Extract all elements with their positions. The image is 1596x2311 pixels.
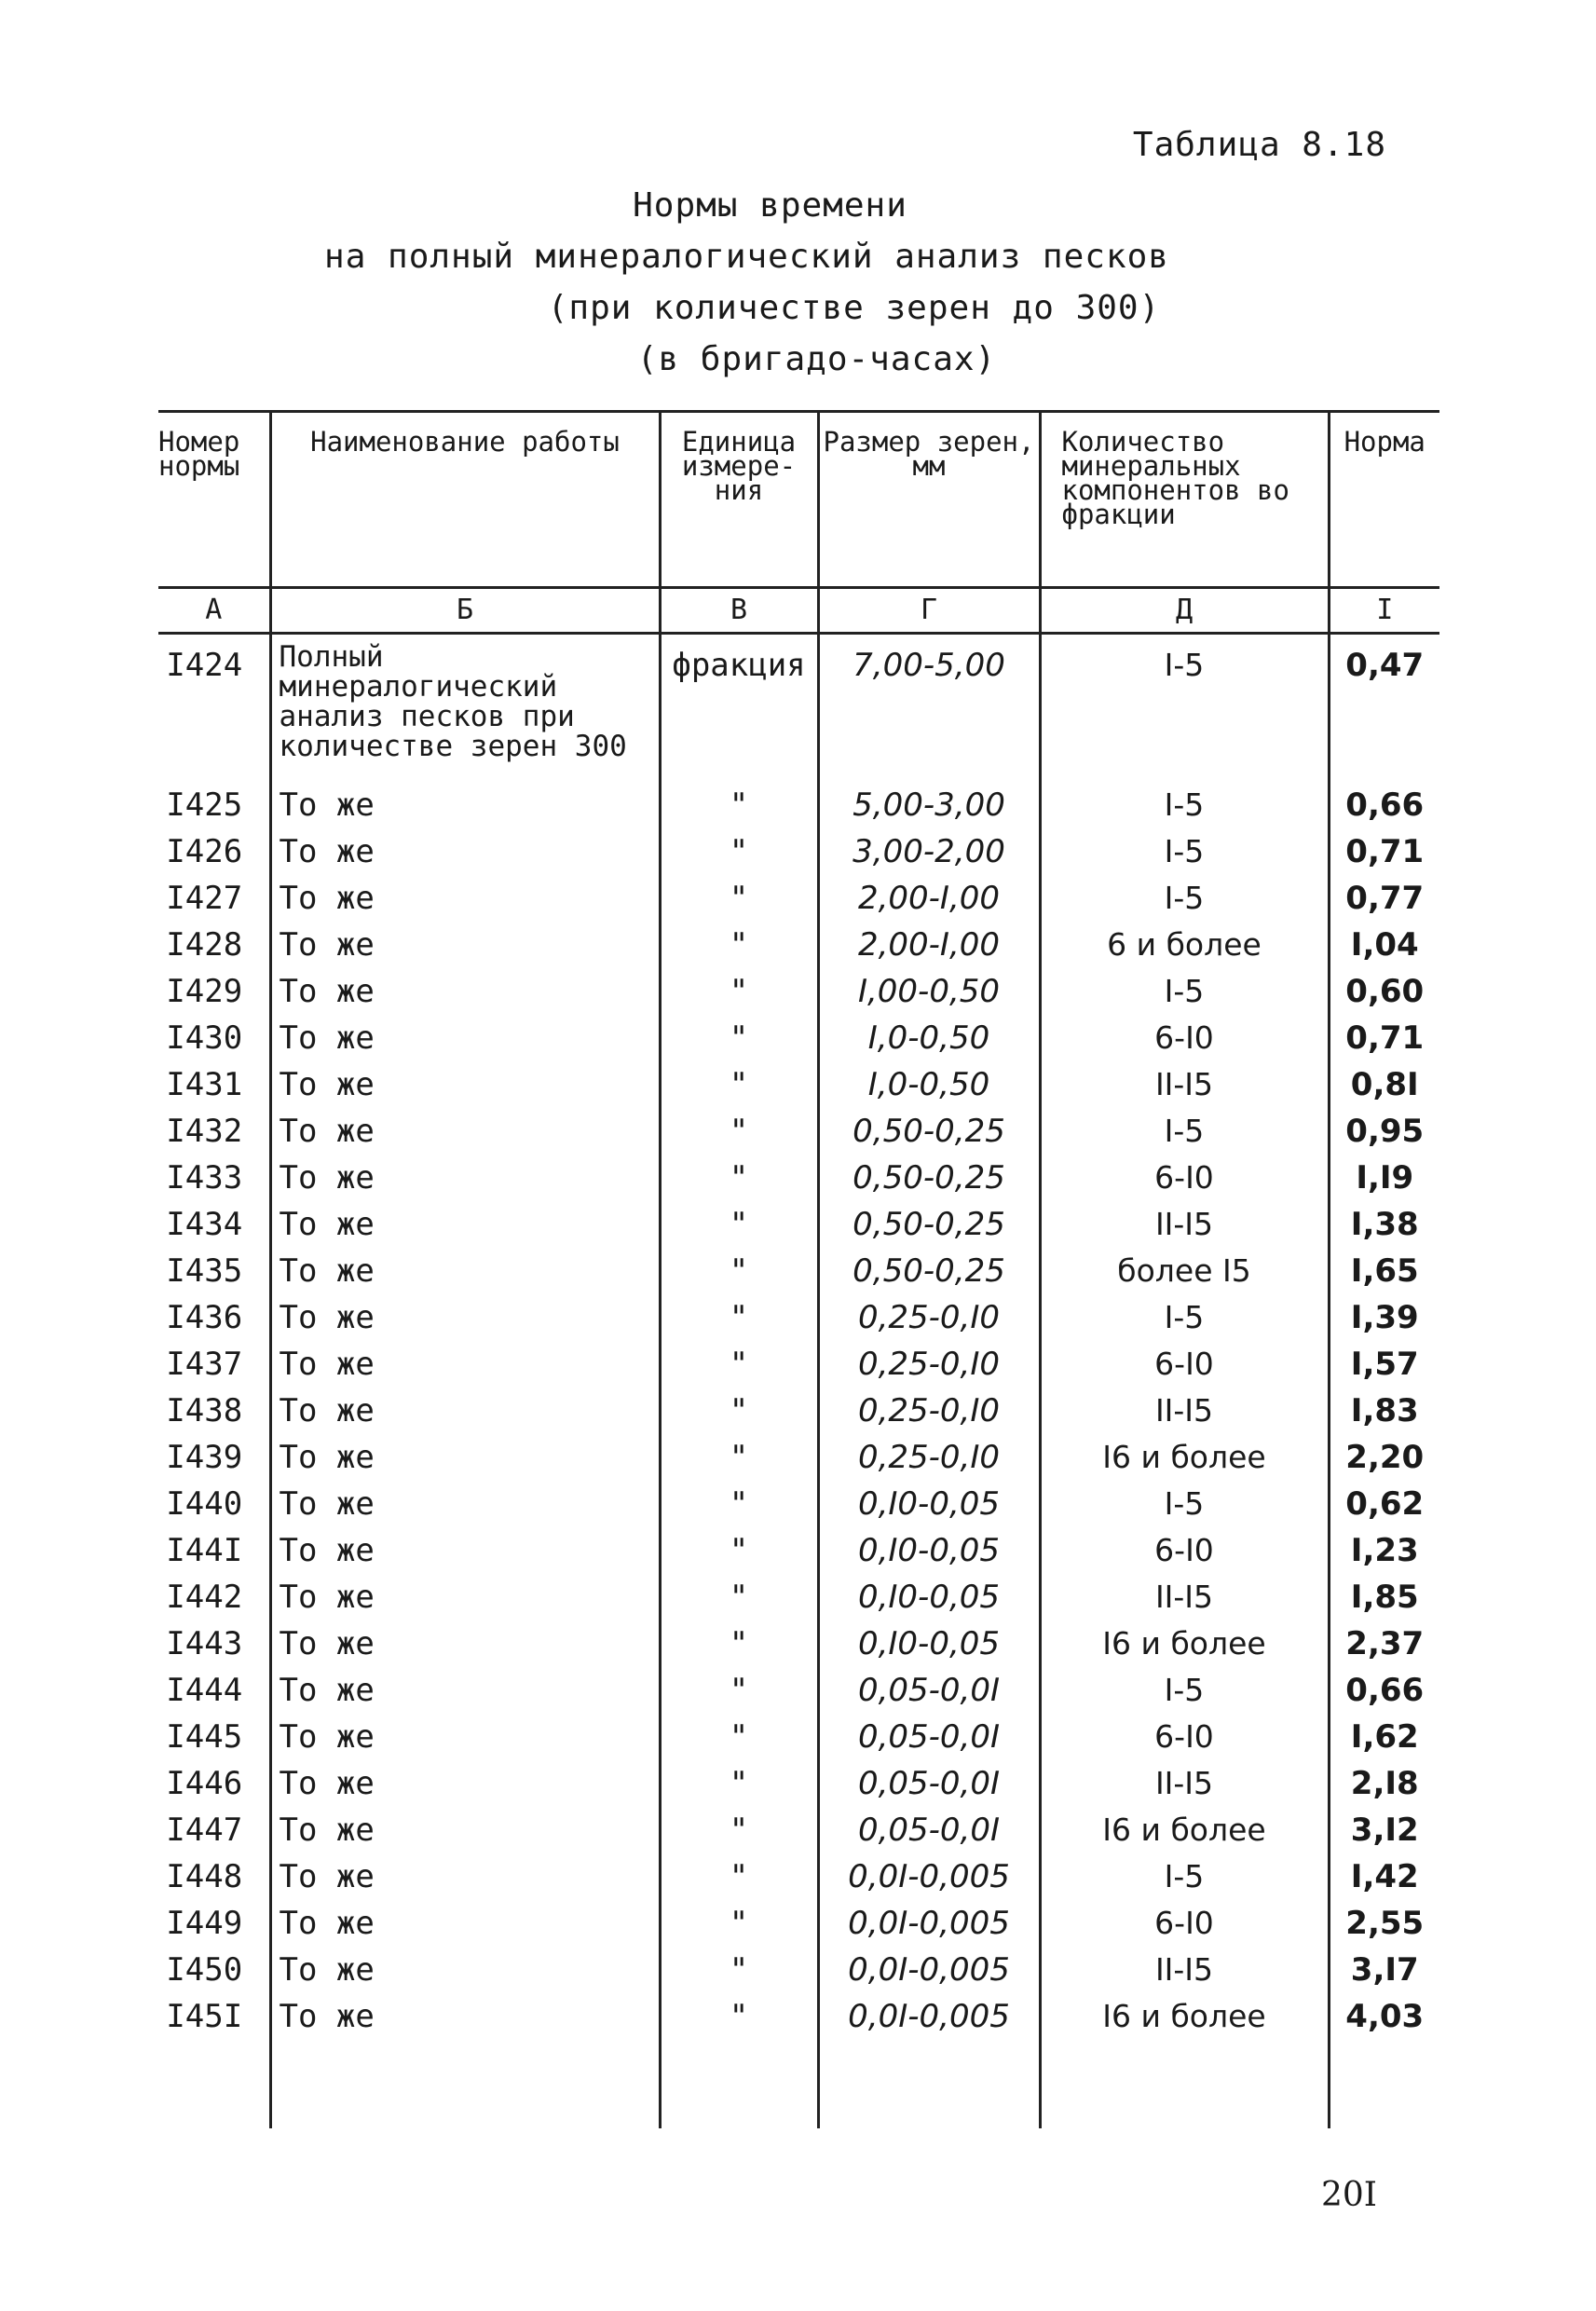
table-units-line: (в бригадо-часах) xyxy=(636,340,997,378)
table-row xyxy=(158,1527,1439,1574)
grain-size-cell: 0,50-0,25 xyxy=(818,1201,1040,1248)
grain-size-cell: 0,25-0,I0 xyxy=(818,1434,1040,1481)
grain-size-cell: I,00-0,50 xyxy=(818,968,1040,1015)
table-row xyxy=(158,634,1439,783)
column-letter: Б xyxy=(270,588,660,634)
grain-size-cell: 5,00-3,00 xyxy=(818,782,1040,828)
norm-number-cell: I443 xyxy=(166,1625,243,1662)
table-bottom-space xyxy=(158,2040,1439,2128)
norm-number-cell: I448 xyxy=(166,1858,243,1895)
norm-number-cell: I445 xyxy=(166,1718,243,1756)
table-row xyxy=(158,1993,1439,2040)
unit-cell: " xyxy=(660,1620,818,1667)
work-name-cell: То же xyxy=(270,968,660,1015)
table-number-label: Таблица 8.18 xyxy=(1132,126,1386,164)
norm-value-cell: 2,I8 xyxy=(1329,1760,1439,1807)
norm-number-cell: I427 xyxy=(166,880,243,917)
work-name-cell: То же xyxy=(270,1015,660,1061)
work-name-cell: То же xyxy=(270,782,660,828)
work-name-cell: То же xyxy=(270,828,660,875)
norm-value-cell: 0,95 xyxy=(1329,1108,1439,1155)
norm-number-cell: I447 xyxy=(166,1812,243,1849)
work-name-cell: То же xyxy=(270,1807,660,1853)
unit-cell: " xyxy=(660,828,818,875)
table-row xyxy=(158,1015,1439,1061)
unit-cell: " xyxy=(660,1061,818,1108)
column-letter: I xyxy=(1329,588,1439,634)
header-norm: Норма xyxy=(1329,412,1439,588)
norm-number-cell: I432 xyxy=(166,1113,243,1150)
components-cell: I-5 xyxy=(1040,1853,1329,1900)
table-body xyxy=(158,634,1439,2129)
work-name-cell: То же xyxy=(270,1434,660,1481)
unit-cell: " xyxy=(660,1527,818,1574)
norm-value-cell: I,42 xyxy=(1329,1853,1439,1900)
grain-size-cell: 2,00-I,00 xyxy=(818,875,1040,922)
work-name-cell: То же xyxy=(270,1201,660,1248)
norm-value-cell: 0,71 xyxy=(1329,1015,1439,1061)
unit-cell: " xyxy=(660,1714,818,1760)
components-cell: 6 и более xyxy=(1040,922,1329,968)
work-name-cell: То же xyxy=(270,1061,660,1108)
norm-value-cell: I,38 xyxy=(1329,1201,1439,1248)
work-name-cell: То же xyxy=(270,1714,660,1760)
unit-cell: " xyxy=(660,1201,818,1248)
grain-size-cell: 0,I0-0,05 xyxy=(818,1574,1040,1620)
grain-size-cell: 0,05-0,0I xyxy=(818,1807,1040,1853)
norm-number-cell: I440 xyxy=(166,1485,243,1523)
norm-value-cell: 2,55 xyxy=(1329,1900,1439,1947)
column-letters-row xyxy=(158,588,1439,634)
column-letter: А xyxy=(158,588,270,634)
empty-cell xyxy=(660,2040,818,2128)
components-cell: II-I5 xyxy=(1040,1947,1329,1993)
components-cell: II-I5 xyxy=(1040,1760,1329,1807)
norm-number-cell: I431 xyxy=(166,1066,243,1103)
table-row xyxy=(158,1947,1439,1993)
grain-size-cell: 0,I0-0,05 xyxy=(818,1620,1040,1667)
components-cell: I-5 xyxy=(1040,1108,1329,1155)
grain-size-cell: 0,0I-0,005 xyxy=(818,1947,1040,1993)
table-row xyxy=(158,1760,1439,1807)
norm-number-cell: I450 xyxy=(166,1951,243,1989)
norm-value-cell: I,83 xyxy=(1329,1388,1439,1434)
table-row xyxy=(158,1807,1439,1853)
column-letter: Д xyxy=(1040,588,1329,634)
grain-size-cell: 7,00-5,00 xyxy=(818,634,1040,783)
table-header-row xyxy=(158,412,1439,588)
work-name-cell: То же xyxy=(270,1248,660,1294)
norm-number-cell: I446 xyxy=(166,1765,243,1802)
empty-cell xyxy=(1329,2040,1439,2128)
work-name-cell: То же xyxy=(270,1900,660,1947)
grain-size-cell: I,0-0,50 xyxy=(818,1015,1040,1061)
work-name-cell: То же xyxy=(270,1108,660,1155)
table-row xyxy=(158,1620,1439,1667)
norm-value-cell: 0,60 xyxy=(1329,968,1439,1015)
norm-number-cell: I425 xyxy=(166,786,243,824)
components-cell: I-5 xyxy=(1040,968,1329,1015)
work-name-cell: То же xyxy=(270,1155,660,1201)
grain-size-cell: 0,I0-0,05 xyxy=(818,1527,1040,1574)
norm-number-cell: I436 xyxy=(166,1299,243,1336)
work-name-cell: То же xyxy=(270,1993,660,2040)
work-name-cell: То же xyxy=(270,1760,660,1807)
norm-value-cell: 0,62 xyxy=(1329,1481,1439,1527)
components-cell: 6-I0 xyxy=(1040,1341,1329,1388)
table-row xyxy=(158,828,1439,875)
norm-value-cell: 0,77 xyxy=(1329,875,1439,922)
table-row xyxy=(158,1388,1439,1434)
components-cell: более I5 xyxy=(1040,1248,1329,1294)
norm-number-cell: I438 xyxy=(166,1392,243,1429)
components-cell: I-5 xyxy=(1040,828,1329,875)
unit-cell: " xyxy=(660,875,818,922)
header-size: Размер зерен, мм xyxy=(818,412,1040,588)
norm-value-cell: I,I9 xyxy=(1329,1155,1439,1201)
grain-size-cell: 0,05-0,0I xyxy=(818,1667,1040,1714)
components-cell: I-5 xyxy=(1040,875,1329,922)
norm-number-cell: I45I xyxy=(166,1998,243,2035)
grain-size-cell: 0,50-0,25 xyxy=(818,1248,1040,1294)
norm-number-cell: I442 xyxy=(166,1579,243,1616)
work-name-cell: То же xyxy=(270,1481,660,1527)
unit-cell: " xyxy=(660,968,818,1015)
norm-value-cell: I,85 xyxy=(1329,1574,1439,1620)
table-row xyxy=(158,1248,1439,1294)
unit-cell: " xyxy=(660,1947,818,1993)
table-row xyxy=(158,1900,1439,1947)
components-cell: I-5 xyxy=(1040,1667,1329,1714)
norm-value-cell: 0,8I xyxy=(1329,1061,1439,1108)
work-name-cell: То же xyxy=(270,1853,660,1900)
components-cell: I-5 xyxy=(1040,1294,1329,1341)
grain-size-cell: 0,0I-0,005 xyxy=(818,1900,1040,1947)
norm-value-cell: I,65 xyxy=(1329,1248,1439,1294)
grain-size-cell: 0,I0-0,05 xyxy=(818,1481,1040,1527)
grain-size-cell: 0,50-0,25 xyxy=(818,1155,1040,1201)
grain-size-cell: 0,25-0,I0 xyxy=(818,1294,1040,1341)
unit-cell: " xyxy=(660,782,818,828)
components-cell: II-I5 xyxy=(1040,1201,1329,1248)
table-row xyxy=(158,1667,1439,1714)
unit-cell: " xyxy=(660,1108,818,1155)
components-cell: 6-I0 xyxy=(1040,1527,1329,1574)
table-row xyxy=(158,1714,1439,1760)
header-components: Количество минеральных компонентов во фракции xyxy=(1040,412,1329,588)
norm-number-cell: I433 xyxy=(166,1159,243,1197)
table-title: Нормы времени xyxy=(633,186,907,225)
grain-size-cell: 0,0I-0,005 xyxy=(818,1853,1040,1900)
unit-cell: " xyxy=(660,1434,818,1481)
header-unit: Единица измере-ния xyxy=(660,412,818,588)
grain-size-cell: 0,25-0,I0 xyxy=(818,1388,1040,1434)
work-name-cell: То же xyxy=(270,875,660,922)
grain-size-cell: 0,05-0,0I xyxy=(818,1714,1040,1760)
column-letter: В xyxy=(660,588,818,634)
unit-cell: " xyxy=(660,1667,818,1714)
header-number: Номер нормы xyxy=(158,412,270,588)
unit-cell: фракция xyxy=(660,634,818,783)
table-row xyxy=(158,1201,1439,1248)
norm-value-cell: 2,37 xyxy=(1329,1620,1439,1667)
work-name-cell: То же xyxy=(270,1341,660,1388)
components-cell: II-I5 xyxy=(1040,1388,1329,1434)
empty-cell xyxy=(1040,2040,1329,2128)
components-cell: 6-I0 xyxy=(1040,1900,1329,1947)
unit-cell: " xyxy=(660,1015,818,1061)
norms-table xyxy=(158,410,1439,2128)
table-row xyxy=(158,1108,1439,1155)
empty-cell xyxy=(158,2040,270,2128)
components-cell: II-I5 xyxy=(1040,1574,1329,1620)
components-cell: I-5 xyxy=(1040,782,1329,828)
unit-cell: " xyxy=(660,1248,818,1294)
table-row xyxy=(158,782,1439,828)
grain-size-cell: I,0-0,50 xyxy=(818,1061,1040,1108)
components-cell: I6 и более xyxy=(1040,1993,1329,2040)
table-subtitle-line: на полный минералогический анализ песков xyxy=(324,238,1169,276)
table-row xyxy=(158,1574,1439,1620)
page-number: 20I xyxy=(1320,2176,1377,2214)
unit-cell: " xyxy=(660,1155,818,1201)
work-name-cell: То же xyxy=(270,1574,660,1620)
unit-cell: " xyxy=(660,1900,818,1947)
norm-value-cell: I,23 xyxy=(1329,1527,1439,1574)
work-name-cell: То же xyxy=(270,1527,660,1574)
grain-size-cell: 3,00-2,00 xyxy=(818,828,1040,875)
empty-cell xyxy=(270,2040,660,2128)
norm-number-cell: I426 xyxy=(166,833,243,870)
norm-number-cell: I428 xyxy=(166,926,243,964)
norm-number-cell: I449 xyxy=(166,1905,243,1942)
table-row xyxy=(158,1481,1439,1527)
components-cell: 6-I0 xyxy=(1040,1015,1329,1061)
norm-value-cell: I,57 xyxy=(1329,1341,1439,1388)
table-row xyxy=(158,1061,1439,1108)
unit-cell: " xyxy=(660,1294,818,1341)
work-name-cell: Полный минералогический анализ песков при количестве зерен 300 xyxy=(270,634,660,783)
components-cell: I-5 xyxy=(1040,1481,1329,1527)
header-name: Наименование работы xyxy=(270,412,660,588)
grain-size-cell: 0,0I-0,005 xyxy=(818,1993,1040,2040)
work-name-cell: То же xyxy=(270,1294,660,1341)
table-row xyxy=(158,968,1439,1015)
norm-value-cell: 0,71 xyxy=(1329,828,1439,875)
norm-number-cell: I424 xyxy=(166,647,243,684)
components-cell: I6 и более xyxy=(1040,1434,1329,1481)
norm-value-cell: 3,I7 xyxy=(1329,1947,1439,1993)
empty-cell xyxy=(818,2040,1040,2128)
norm-number-cell: I435 xyxy=(166,1252,243,1290)
table-row xyxy=(158,922,1439,968)
unit-cell: " xyxy=(660,1481,818,1527)
table-row xyxy=(158,875,1439,922)
unit-cell: " xyxy=(660,1760,818,1807)
unit-cell: " xyxy=(660,1574,818,1620)
norm-value-cell: I,39 xyxy=(1329,1294,1439,1341)
components-cell: I-5 xyxy=(1040,634,1329,783)
norm-number-cell: I437 xyxy=(166,1346,243,1383)
norm-number-cell: I429 xyxy=(166,973,243,1010)
norm-value-cell: 0,66 xyxy=(1329,1667,1439,1714)
table-row xyxy=(158,1294,1439,1341)
norm-value-cell: 2,20 xyxy=(1329,1434,1439,1481)
norm-number-cell: I430 xyxy=(166,1019,243,1057)
grain-size-cell: 0,50-0,25 xyxy=(818,1108,1040,1155)
work-name-cell: То же xyxy=(270,1620,660,1667)
unit-cell: " xyxy=(660,1853,818,1900)
unit-cell: " xyxy=(660,1341,818,1388)
components-cell: I6 и более xyxy=(1040,1620,1329,1667)
unit-cell: " xyxy=(660,1993,818,2040)
work-name-cell: То же xyxy=(270,1388,660,1434)
norm-value-cell: 4,03 xyxy=(1329,1993,1439,2040)
components-cell: 6-I0 xyxy=(1040,1714,1329,1760)
norm-value-cell: 3,I2 xyxy=(1329,1807,1439,1853)
table-row xyxy=(158,1434,1439,1481)
unit-cell: " xyxy=(660,1807,818,1853)
components-cell: I6 и более xyxy=(1040,1807,1329,1853)
unit-cell: " xyxy=(660,1388,818,1434)
unit-cell: " xyxy=(660,922,818,968)
grain-size-cell: 0,25-0,I0 xyxy=(818,1341,1040,1388)
norm-value-cell: 0,66 xyxy=(1329,782,1439,828)
table-row xyxy=(158,1853,1439,1900)
column-letter: Г xyxy=(818,588,1040,634)
work-name-cell: То же xyxy=(270,1947,660,1993)
table-row xyxy=(158,1155,1439,1201)
work-name-cell: То же xyxy=(270,922,660,968)
work-name-cell: То же xyxy=(270,1667,660,1714)
norm-number-cell: I434 xyxy=(166,1206,243,1243)
components-cell: 6-I0 xyxy=(1040,1155,1329,1201)
norm-number-cell: I444 xyxy=(166,1672,243,1709)
norm-value-cell: I,62 xyxy=(1329,1714,1439,1760)
norm-value-cell: I,04 xyxy=(1329,922,1439,968)
components-cell: II-I5 xyxy=(1040,1061,1329,1108)
norm-number-cell: I44I xyxy=(166,1532,243,1569)
norm-value-cell: 0,47 xyxy=(1329,634,1439,783)
grain-size-cell: 0,05-0,0I xyxy=(818,1760,1040,1807)
norm-number-cell: I439 xyxy=(166,1439,243,1476)
table-condition-line: (при количестве зерен до 300) xyxy=(547,289,1161,327)
grain-size-cell: 2,00-I,00 xyxy=(818,922,1040,968)
table-row xyxy=(158,1341,1439,1388)
